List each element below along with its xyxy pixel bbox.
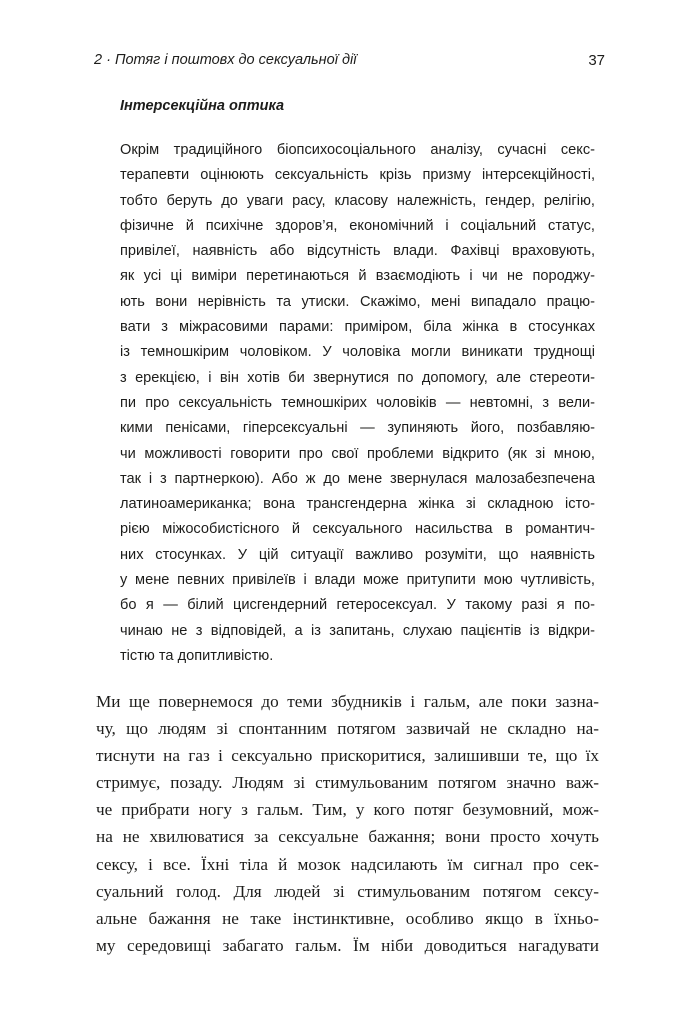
sidebar-line: пи про сексуальність темношкірих чоловіків — невтомні, з вели- xyxy=(120,394,595,411)
sidebar-line: фізичне й психічне здоров’я, економічний і соціальний статус, xyxy=(120,217,595,234)
sidebar-line: привілеї, наявність або відсутність влади. Фахівці враховують, xyxy=(120,243,595,260)
main-paragraph xyxy=(96,688,599,959)
main-line: чу, що людям зі спонтанним потягом зазвичай не складно на- xyxy=(96,719,599,739)
sidebar-line: із темношкірим чоловіком. У чоловіка могли виникати труднощі xyxy=(120,344,595,361)
sidebar-line: Окрім традиційного біопсихосоціального аналізу, сучасні секс- xyxy=(120,142,595,158)
sidebar-paragraph xyxy=(120,138,595,669)
sidebar-line: бо я — білий цисгендерний гетеросексуал. У такому разі я по- xyxy=(120,597,595,614)
main-line: му середовищі забагато гальм. Їм ніби доводиться нагадувати xyxy=(96,935,599,955)
sidebar-heading: Інтерсекційна оптика xyxy=(120,98,285,114)
sidebar-line: у мене певних привілеїв і влади може притупити мою чутливість, xyxy=(120,572,595,589)
sidebar-line: ють вони нерівність та утиски. Скажімо, мені випадало працю- xyxy=(120,293,595,310)
sidebar-line: них стосунках. У цій ситуації важливо розуміти, що наявність xyxy=(120,546,595,563)
sidebar-line: кими пенісами, гіперсексуальні — зупиняють його, позбавляю- xyxy=(120,420,595,437)
sidebar-line: чинаю не з відповідей, а із запитань, слухаю пацієнтів із відкри- xyxy=(120,622,595,639)
sidebar-line: чи можливості говорити про свої проблеми відкрито (як зі мною, xyxy=(120,445,595,462)
sidebar-line: вати з міжрасовими парами: приміром, біла жінка в стосунках xyxy=(120,319,595,336)
main-line: че прибрати ногу з гальм. Тим, у кого потяг безумовний, мож- xyxy=(96,800,599,820)
main-line: Ми ще повернемося до теми збудників і гальм, але поки зазна- xyxy=(96,692,599,711)
main-line: стримує, позаду. Людям зі стимульованим потягом значно важ- xyxy=(96,773,599,793)
main-line: сексу, і все. Їхні тіла й мозок надсилають їм сигнал про сек- xyxy=(96,854,599,874)
sidebar-line: тобто беруть до уваги расу, класову належність, гендер, релігію, xyxy=(120,192,595,209)
sidebar-line: з ерекцією, і він хотів би звернутися по допомогу, але стереоти- xyxy=(120,369,595,386)
main-line: на не хвилюватися за сексуальне бажання; вони просто хочуть xyxy=(96,827,599,847)
sidebar-line: так і з партнеркою). Або ж до мене звернулася малозабезпечена xyxy=(120,470,595,487)
sidebar-line: латиноамериканка; вона трансгендерна жінка зі складною істо- xyxy=(120,496,595,513)
sidebar-line: тістю та допитливістю. xyxy=(120,647,274,664)
sidebar-line: терапевти оцінюють сексуальність крізь призму інтерсекційності, xyxy=(120,167,595,184)
page-number: 37 xyxy=(588,52,605,69)
main-line: тиснути на газ і сексуально прискоритися, залишивши те, що їх xyxy=(96,746,599,766)
sidebar-line: рією міжособистісного й сексуального насильства в романтич- xyxy=(120,521,595,538)
running-head: 2 · Потяг і поштовх до сексуальної дії xyxy=(94,52,357,68)
sidebar-line: як усі ці виміри перетинаються й взаємодіють і чи не породжу- xyxy=(120,268,595,285)
main-line: суальний голод. Для людей зі стимульованим потягом сексу- xyxy=(96,881,599,901)
main-line: альне бажання не таке інстинктивне, особливо якщо в їхньо- xyxy=(96,908,599,928)
